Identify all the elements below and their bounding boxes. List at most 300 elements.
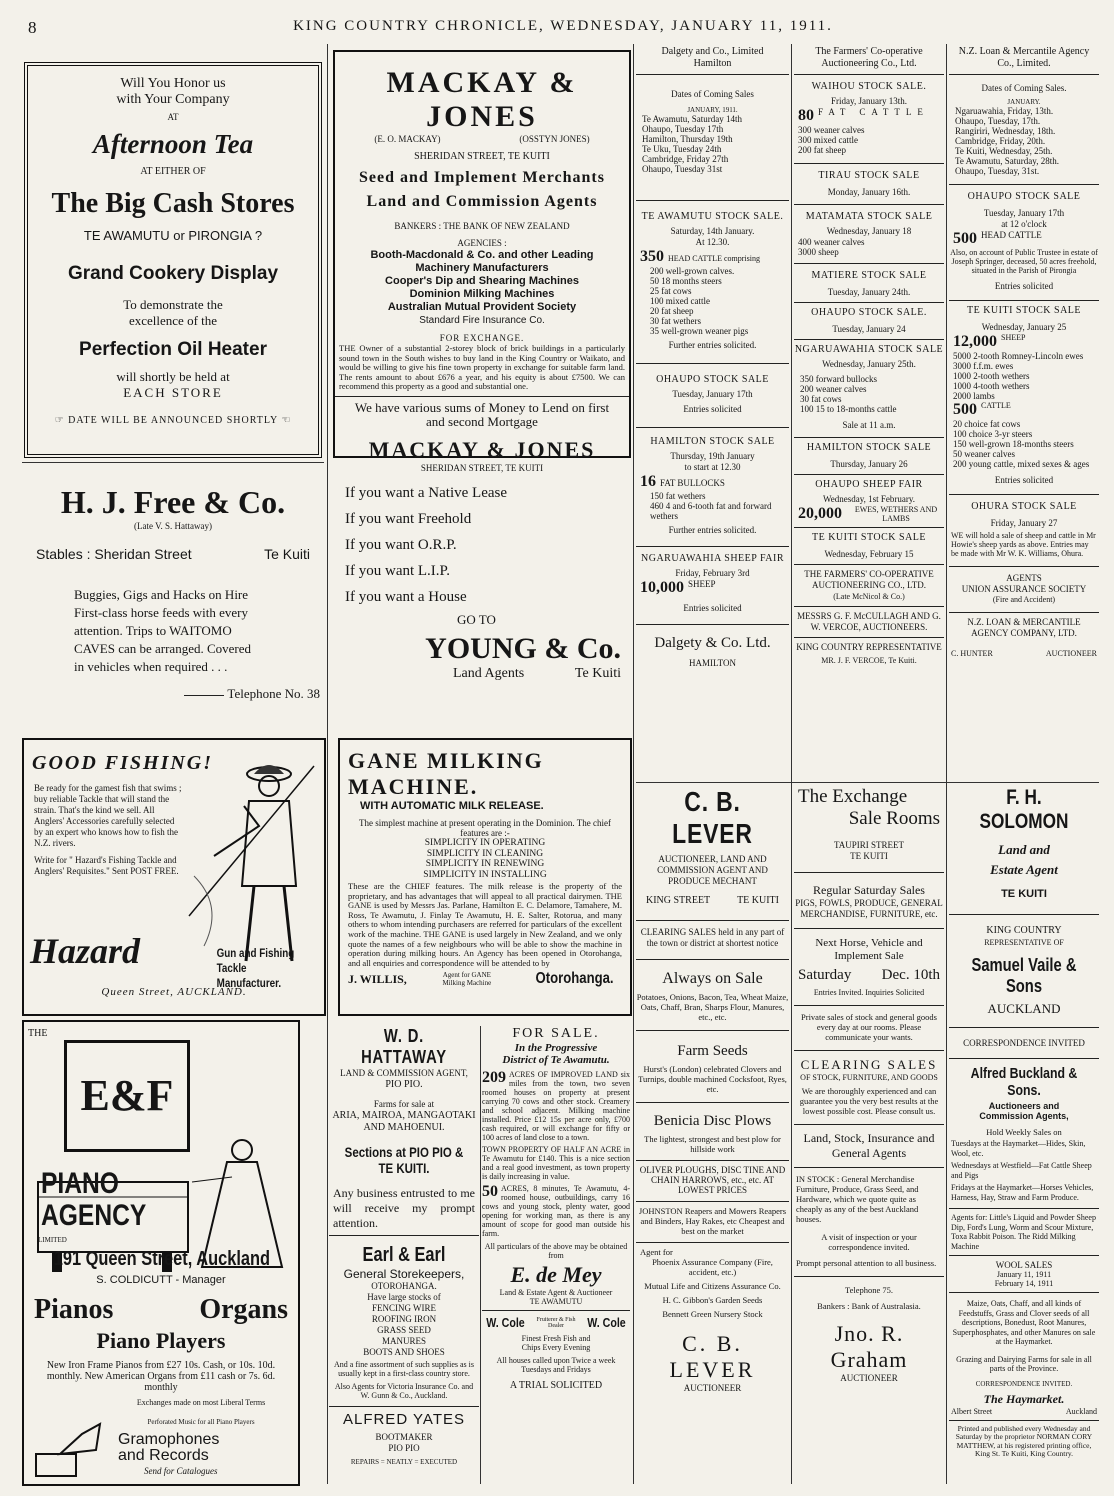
- stock-item: 1000 2-tooth wethers: [953, 371, 1030, 381]
- gane-intro: The simplest machine at present operating in the Dominion. The chief features are :-: [358, 818, 611, 838]
- town: PIO PIO.: [385, 1079, 423, 1090]
- stock-item: 25 fat cows: [650, 286, 692, 296]
- bankers: Bankers : Bank of Australasia.: [817, 1301, 921, 1311]
- exchange-title: The Exchange: [798, 786, 908, 807]
- firm-name: C. B. LEVER: [669, 1331, 756, 1382]
- partner: (E. O. MACKAY): [374, 134, 441, 144]
- column-rule: [946, 44, 947, 1484]
- month: JANUARY, 1911.: [687, 106, 738, 114]
- firm-name: W. D. HATTAWAY: [361, 1026, 447, 1067]
- sale-title: TE KUITI STOCK SALE: [811, 532, 927, 543]
- town: Hamilton: [693, 58, 732, 69]
- sale-note: Further entries solicited.: [668, 340, 757, 350]
- exchange-line: Private sales of stock and general goods every day at our rooms. Please communicate your wants.: [801, 1012, 937, 1042]
- month: JANUARY.: [1007, 98, 1041, 106]
- address: SHERIDAN STREET, TE KUITI: [420, 462, 544, 473]
- piano-title: PIANO: [41, 1167, 119, 1200]
- sale-unit: SHEEP: [1001, 333, 1026, 342]
- sale-date: Friday, January 27: [990, 518, 1058, 528]
- column-rule: [791, 44, 792, 1484]
- stock-item: 2000 lambs: [953, 391, 995, 401]
- cookery-display: Grand Cookery Display: [67, 263, 279, 284]
- tea-line: Will You Honor us: [120, 76, 226, 91]
- earl-name: Earl & Earl: [362, 1244, 446, 1266]
- sale-note: Entries solicited: [683, 404, 742, 414]
- exchange-line: We are thoroughly experienced and can guarantee you the very best results at the lowest possible cost. Please consult us.: [799, 1086, 939, 1116]
- page-number: 8: [28, 18, 37, 37]
- farmers-footer: MESSRS G. F. McCULLAGH AND G. W. VERCOE, AUCTIONEERS.: [797, 611, 941, 632]
- stock-item: 20 fat sheep: [650, 306, 694, 316]
- for-sale-text: ACRES OF IMPROVED LAND six miles from the town, two seven roomed houses on property at present carrying 70 cows and other stock. Creamery and school adjacent. Milking machine installed. Price £12 15s per acre only, £700 cash required, or will exchange for fifty or 100 acres of land close to a town.: [482, 1070, 630, 1142]
- free-line: CAVES can be arranged. Covered: [74, 641, 252, 656]
- town: PIO PIO: [388, 1443, 420, 1453]
- lever-desc: AUCTIONEER, LAND AND COMMISSION AGENT AND PRODUCE MECHANT: [657, 854, 768, 886]
- hazard-logo: Hazard: [30, 931, 141, 971]
- earl-line: FENCING WIRE: [371, 1303, 437, 1313]
- auctioneer: AUCTIONEER: [683, 1383, 742, 1393]
- sale-number: 12,000: [953, 333, 997, 350]
- lever-line: The lightest, strongest and best plow for hillside work: [644, 1134, 781, 1154]
- stock-item: 300 weaner calves: [798, 125, 865, 135]
- hattaway-column: [329, 1026, 479, 1486]
- stock-item: 3000 f.f.m. ewes: [953, 361, 1014, 371]
- stock-item: 200 weaner calves: [800, 384, 867, 394]
- earl-line: Also Agents for Victoria Insurance Co. and W. Gunn & Co., Auckland.: [334, 1382, 474, 1400]
- gane-sub: WITH AUTOMATIC MILK RELEASE.: [360, 800, 544, 812]
- sale-note: Entries solicited: [994, 475, 1054, 485]
- sale-date: Tuesday, January 24th.: [827, 287, 911, 297]
- exchange-line: Entries Invited. Inquiries Solicited: [813, 988, 925, 997]
- town: Auckland: [1065, 1406, 1097, 1416]
- sale-title: OHURA STOCK SALE: [971, 501, 1077, 512]
- for-exchange: FOR EXCHANGE.: [439, 333, 525, 343]
- nzloan-footer: N.Z. LOAN & MERCANTILE AGENCY COMPANY, LTD.: [967, 617, 1081, 638]
- clearing-sales: CLEARING SALES: [800, 1057, 938, 1072]
- town: OTOROHANGA.: [371, 1281, 437, 1291]
- agent-for: Agent for: [640, 1247, 673, 1257]
- hattaway-biz: Any business entrusted to me will receive my prompt attention.: [333, 1186, 475, 1230]
- agent-role: Agent for GANE Milking Machine: [442, 971, 492, 988]
- manager: S. COLDICUTT - Manager: [96, 1274, 226, 1286]
- lever-line: Potatoes, Onions, Bacon, Tea, Wheat Maize, Oats, Chaff, Bran, Sharps Flour, Manures, etc., etc.: [636, 992, 789, 1022]
- earl-line: ROOFING IRON: [371, 1314, 437, 1324]
- agency-item: Standard Fire Insurance Co.: [419, 315, 545, 326]
- sale-note: Sale at 11 a.m.: [842, 420, 896, 430]
- benicia-plows: Benicia Disc Plows: [653, 1113, 772, 1129]
- always-on-sale: Always on Sale: [662, 970, 763, 987]
- solomon-line: CORRESPONDENCE INVITED: [963, 1038, 1085, 1048]
- for-sale-text: ACRES, 8 minutes, Te Awamutu, 4-roomed house, outbuildings, carry 16 cows and young stock, plenty water, good opening for working man, as there is any amount of scope for good man outside his farm.: [482, 1184, 630, 1238]
- dalgety-column: [636, 46, 789, 776]
- sale-date: Thursday, 19th January: [670, 451, 755, 461]
- solomon-line: REPRESENTATIVE OF: [984, 938, 1064, 947]
- sale-date: Tuesday, January 17th: [983, 208, 1065, 218]
- wool-sales: WOOL SALES: [995, 1260, 1053, 1270]
- ef-logo: E&F: [64, 1040, 190, 1152]
- want-line: If you want L.I.P.: [345, 563, 450, 579]
- auctioneer: AUCTIONEER: [840, 1373, 898, 1383]
- stock-item: 30 fat wethers: [650, 316, 701, 326]
- gane-feature: SIMPLICITY IN RENEWING: [425, 859, 545, 869]
- yates-name: ALFRED YATES: [342, 1411, 466, 1428]
- mackay-jones-ad: [333, 50, 631, 473]
- town: AUCKLAND: [987, 1001, 1061, 1016]
- sections: TE KUITI.: [378, 1160, 430, 1176]
- for-sale-text: TOWN PROPERTY OF HALF AN ACRE in Te Awamutu for £140. This is a nice section and a real good investment, as town property is daily increasing in value.: [482, 1145, 630, 1181]
- limited: LIMITED: [38, 1236, 67, 1244]
- catalogues: Send for Catalogues: [144, 1466, 218, 1476]
- agency-item: Machinery Manufacturers: [415, 262, 549, 274]
- column-rule: [327, 44, 328, 1484]
- sale-date-item: Ohaupo, Tuesday, 17th.: [955, 116, 1041, 126]
- sale-number: 20,000: [798, 505, 842, 522]
- firm-name: YOUNG & Co.: [425, 632, 621, 665]
- buckland-agents: Agents for: Little's Liquid and Powder Sheep Dip, Ford's Lung, Worm and Scour Mixture, Toxa Rabbit Poison. The Ridd Milking Machine: [951, 1213, 1096, 1251]
- wool-date: February 14, 1911: [994, 1279, 1054, 1288]
- samuel-vaile: Samuel Vaile & Sons: [971, 955, 1077, 996]
- solomon-line: KING COUNTRY: [986, 925, 1062, 936]
- sale-title: OHAUPO STOCK SALE: [656, 374, 769, 385]
- stock-item: 100 15 to 18-months cattle: [800, 404, 897, 414]
- hazard-desc: Tackle Manufacturer.: [216, 961, 282, 990]
- sale-title: OHAUPO STOCK SALE: [967, 191, 1081, 202]
- solomon-column: [949, 786, 1099, 1486]
- records: and Records: [118, 1447, 209, 1464]
- firm-name: N.Z. Loan & Mercantile Agency: [958, 46, 1090, 57]
- agent-item: (Fire and Accident): [992, 595, 1056, 604]
- piano-title: AGENCY: [41, 1199, 147, 1232]
- town: Otorohanga.: [535, 970, 614, 988]
- fishing-heading: GOOD FISHING!: [32, 752, 214, 774]
- sale-date: Wednesday, January 25th.: [822, 359, 916, 369]
- sale-title: WAIHOU STOCK SALE.: [811, 81, 927, 92]
- acres-number: 209: [482, 1069, 506, 1086]
- stock-item: 150 well-grown 18-months steers: [953, 439, 1074, 449]
- for-sale-text: All particulars of the above may be obtained from: [484, 1242, 628, 1260]
- sale-date-item: Te Uku, Tuesday 24th: [642, 144, 722, 154]
- town: TE AWAMUTU: [529, 1297, 583, 1306]
- want-line: If you want a House: [345, 589, 467, 605]
- stock-item: 30 fat cows: [800, 394, 842, 404]
- gane-milking-ad: [338, 738, 632, 1016]
- stock-item: 100 mixed cattle: [650, 296, 710, 306]
- sale-title: TIRAU STOCK SALE: [818, 170, 920, 181]
- want-line: If you want a Native Lease: [345, 485, 508, 501]
- sale-number: 500: [953, 401, 977, 418]
- farmers-footer: KING COUNTRY REPRESENTATIVE: [796, 642, 942, 652]
- fishing-text: Be ready for the gamest fish that swims ; buy reliable Tackle that will stand the strain. That's the kind we sell. All Anglers' Accessories carefully selected by an expert who knows how to fish the N.Z. rivers.: [34, 783, 182, 848]
- stock-item: 1000 4-tooth wethers: [953, 381, 1030, 391]
- earl-line: GRASS SEED: [377, 1325, 431, 1335]
- sale-title: TE AWAMUTU STOCK SALE.: [641, 211, 784, 222]
- stock-item: 460 4 and 6-tooth fat and forward wethers: [650, 501, 772, 521]
- sale-note: Entries solicited: [994, 281, 1054, 291]
- sale-title: HAMILTON STOCK SALE: [806, 442, 932, 453]
- firm-name: C. B. LEVER: [672, 786, 753, 849]
- sale-number: 350: [640, 248, 664, 265]
- pointer-line: [184, 695, 224, 696]
- stock-item: 3000 sheep: [798, 247, 839, 257]
- organs: Organs: [199, 1294, 288, 1325]
- sale-date: Saturday, 14th January.: [670, 226, 755, 236]
- tea-line: ☞ DATE WILL BE ANNOUNCED SHORTLY ☜: [54, 415, 292, 426]
- sale-number: 16: [640, 473, 656, 490]
- hattaway-line: Farms for sale at: [373, 1099, 435, 1109]
- cole-name: W. Cole: [587, 1315, 626, 1330]
- mackay-line: Land and Commission Agents: [366, 193, 598, 210]
- sale-title: MATAMATA STOCK SALE: [805, 211, 933, 222]
- gramophones: Gramophones: [118, 1431, 220, 1448]
- sale-number: 80: [798, 107, 814, 124]
- town: Te Kuiti: [574, 666, 621, 681]
- sale-note: Further entries solicited.: [668, 525, 757, 535]
- tea-line: excellence of the: [128, 313, 218, 328]
- farm-seeds: Farm Seeds: [677, 1043, 748, 1059]
- mackay-line: Seed and Implement Merchants: [359, 169, 605, 186]
- buckland-line: CORRESPONDENCE INVITED.: [975, 1379, 1073, 1388]
- gane-body: These are the CHIEF features. The milk release is the property of the proprietary, and has advantages that will appeal to all practical dairymen. THE GANE is used by Messrs Jas. Parlane, Hamilton E. C. Delamore, Tamahere, M. Ross, Te Awamutu, J. Finlay Te Awamutu, H. E. Salter, Rotorua, and many others to whom intending purchasers are referred for particulars of the excellent work of the machine. THE GANE is used largely in New Zealand, and we only quote the names of a few neighbours who will be able to show the machine in operation during milking hours. An Agency has been opened in Otorohanga, and all enquiries and correspondence will be attended to by: [348, 881, 622, 968]
- sale-text: Also, on account of Public Trustee in estate of Joseph Springer, deceased, 50 acres freehold, situated in the Parish of Pirongia: [950, 248, 1098, 275]
- cb-lever-column: [636, 786, 789, 1486]
- sale-number: 500: [953, 230, 977, 247]
- address: 191 Queen Street, Auckland: [53, 1248, 271, 1270]
- town: Te Kuiti: [264, 546, 310, 562]
- agent-name: J. WILLIS,: [348, 971, 407, 986]
- angler-illustration: [184, 746, 324, 976]
- firm-name: Dalgety & Co. Ltd.: [654, 635, 771, 651]
- stock-item: 150 fat wethers: [650, 491, 706, 501]
- hattaway-sub: LAND & COMMISSION AGENT,: [340, 1068, 468, 1078]
- late-note: (Late V. S. Hattaway): [134, 521, 212, 531]
- for-sale-column: [482, 1026, 630, 1486]
- lever-agency: Mutual Life and Citizens Assurance Co.: [644, 1281, 781, 1291]
- sale-time: At 12.30.: [695, 237, 730, 247]
- free-line: First-class horse feeds with every: [74, 605, 249, 620]
- lever-line: OLIVER PLOUGHS, DISC TINE AND CHAIN HARROWS, etc., etc. AT LOWEST PRICES: [639, 1165, 786, 1195]
- firm-name: The Farmers' Co-operative: [815, 46, 923, 57]
- sale-date: Wednesday, 1st February.: [822, 494, 916, 504]
- buckland-line: Commission Agents,: [979, 1111, 1069, 1121]
- page-title: KING COUNTRY CHRONICLE, WEDNESDAY, JANUARY 11, 1911.: [293, 18, 833, 34]
- sale-date: Wednesday, January 18: [826, 226, 912, 236]
- want-line: If you want Freehold: [345, 511, 472, 527]
- sections: Sections at PIO PIO &: [344, 1144, 464, 1160]
- sale-text: WE will hold a sale of sheep and cattle in Mr Howie's sheep yards as above. Entries may be made with Mr W. K. Williams, Ohura.: [951, 531, 1096, 558]
- free-line: Buggies, Gigs and Hacks on Hire: [74, 587, 249, 602]
- stock-item: 200 fat sheep: [798, 145, 846, 155]
- sale-date-item: Te Kuiti, Wednesday, 25th.: [955, 146, 1053, 156]
- wool-date: January 11, 1911: [996, 1270, 1052, 1279]
- money-to-lend: We have various sums of Money to Lend on first and second Mortgage: [354, 399, 610, 429]
- town: TE KUITI: [850, 851, 888, 861]
- sale-date: Thursday, January 26: [830, 459, 908, 469]
- yates-repairs: REPAIRS = NEATLY = EXECUTED: [350, 1458, 458, 1466]
- stock-item: 300 mixed cattle: [798, 135, 858, 145]
- sale-date-item: Ohaupo, Tuesday, 31st.: [955, 166, 1040, 176]
- gane-heading: GANE MILKING MACHINE.: [348, 748, 544, 799]
- buckland-line: Maize, Oats, Chaff, and all kinds of Feedstuffs, Grass and Clover seeds of all descriptions, Bonedust, Root Manures, Superphosphates, and other Manures on sale at the Haymarket.: [952, 1299, 1096, 1346]
- farmers-footer: THE FARMERS' CO-OPERATIVE AUCTIONEERING CO., LTD.: [804, 569, 934, 590]
- sale-date-item: Ohaupo, Tuesday 31st: [642, 164, 723, 174]
- buckland-sale: Wednesdays at Westfield—Fat Cattle Sheep and Pigs: [951, 1161, 1092, 1180]
- piano-music: Perforated Music for all Piano Players: [147, 1418, 255, 1426]
- sale-date: Monday, January 16th.: [827, 187, 911, 197]
- cole-line: Chips Every Evening: [521, 1343, 591, 1352]
- earl-sub: General Storekeepers,: [343, 1267, 465, 1281]
- sale-note: Entries solicited: [683, 603, 742, 613]
- street: Albert Street: [951, 1406, 993, 1416]
- agent-item: UNION ASSURANCE SOCIETY: [961, 584, 1087, 594]
- farmers-footer: MR. J. F. VERCOE, Te Kuiti.: [821, 656, 917, 665]
- stock-item: 50 18 months steers: [650, 276, 722, 286]
- stock-item: 35 well-grown weaner pigs: [650, 326, 749, 336]
- sale-day: Saturday: [798, 967, 852, 983]
- fishing-text: Write for " Hazard's Fishing Tackle and Anglers' Requisites." Sent POST FREE.: [34, 855, 179, 876]
- next-sale: Next Horse, Vehicle and Implement Sale: [815, 937, 923, 962]
- buckland-line: Auctioneers and: [988, 1101, 1060, 1111]
- exchange-line: Prompt personal attention to all business.: [796, 1258, 937, 1268]
- sale-date: Dec. 10th: [881, 967, 940, 983]
- free-line: in vehicles when required . . .: [74, 659, 228, 674]
- tea-heading: Afternoon Tea: [92, 129, 254, 159]
- telephone: Telephone No. 38: [227, 686, 320, 701]
- cole-line: All houses called upon Twice a week Tuesdays and Fridays: [496, 1356, 616, 1374]
- sale-time: to start at 12.30: [684, 462, 741, 472]
- exchange-line: OF STOCK, FURNITURE, AND GOODS: [800, 1073, 938, 1082]
- land-agents: Land, Stock, Insurance and General Agents: [803, 1131, 935, 1160]
- stock-item: 20 choice fat cows: [953, 419, 1021, 429]
- regular-sales: Regular Saturday Sales: [813, 883, 925, 897]
- stables: Stables : Sheridan Street: [36, 546, 192, 562]
- tea-line: with Your Company: [116, 92, 230, 107]
- bankers: BANKERS : THE BANK OF NEW ZEALAND: [394, 221, 570, 231]
- town: HAMILTON: [688, 658, 736, 668]
- go-to: GO TO: [457, 612, 496, 627]
- sale-unit: HEAD CATTLE: [981, 230, 1042, 240]
- imprint: Printed and published every Wednesday and Saturday by the proprietor NORMAN CORY MATTHEW, at his registered printing office, King St. Te Kuiti, King Country.: [955, 1423, 1093, 1458]
- haymarket: The Haymarket.: [983, 1391, 1065, 1406]
- agency-item: Australian Mutual Provident Society: [387, 301, 577, 313]
- hj-free-ad: [22, 470, 324, 732]
- street: KING STREET: [646, 895, 711, 906]
- tea-line: TE AWAMUTU or PIRONGIA ?: [83, 228, 263, 243]
- town: TE KUITI: [1001, 888, 1047, 900]
- afternoon-tea-ad: [24, 62, 322, 458]
- gramophone-icon: [32, 1420, 104, 1480]
- dates-heading: Dates of Coming Sales.: [981, 83, 1067, 93]
- sale-unit: CATTLE: [981, 401, 1011, 410]
- firm-name: MACKAY & JONES: [368, 436, 596, 462]
- firm-name: Jno. R. Graham: [830, 1321, 908, 1372]
- masthead: [22, 18, 1104, 40]
- sale-date: Tuesday, January 17th: [672, 389, 753, 399]
- partner: (OSSTYN JONES): [519, 134, 590, 144]
- exchange-text: THE Owner of a substantial 2-storey block of brick buildings in a particularly sound town in the South wishes to buy land in the King Country or Waikato, and would be willing to give his fine town property in exchange for suitable farm land. The rents amount to about £676 a year, and his equity is about £7500. We can recommend this property as a good and substantial one.: [339, 343, 625, 391]
- sale-title: MATIERE STOCK SALE: [811, 270, 927, 281]
- dates-heading: Dates of Coming Sales: [671, 89, 754, 99]
- farmers-column: [794, 46, 944, 736]
- agency-item: Dominion Milking Machines: [409, 288, 555, 300]
- sale-date-item: Te Awamutu, Saturday, 28th.: [955, 156, 1059, 166]
- for-sale-sub: In the Progressive: [514, 1042, 598, 1054]
- stock-item: 5000 2-tooth Romney-Lincoln ewes: [953, 351, 1084, 361]
- agencies-heading: AGENCIES :: [457, 238, 507, 248]
- solomon-line: Estate Agent: [990, 862, 1058, 877]
- sale-date: Wednesday, February 15: [824, 549, 914, 559]
- firm-name: Co., Limited.: [997, 58, 1051, 69]
- earl-line: Have large stocks of: [367, 1292, 441, 1302]
- cole-line: Finest Fresh Fish and: [521, 1334, 591, 1343]
- for-sale-heading: FOR SALE.: [512, 1026, 600, 1041]
- firm-name: H. J. Free & Co.: [60, 484, 286, 520]
- exchange-column: [794, 786, 944, 1486]
- piano-prices: New Iron Frame Pianos from £27 10s. Cash, or 10s. 10d. monthly. New American Organs from £11 cash or 7s. 6d. monthly: [46, 1360, 276, 1393]
- gane-feature: SIMPLICITY IN CLEANING: [426, 848, 544, 859]
- sale-time: at 12 o'clock: [1001, 219, 1047, 229]
- piano-agency-ad: [22, 1020, 300, 1486]
- sale-date-item: Cambridge, Friday 27th: [642, 154, 729, 164]
- sale-date-item: Cambridge, Friday, 20th.: [955, 136, 1046, 146]
- sale-date: Tuesday, January 24: [832, 324, 906, 334]
- buckland-name: Alfred Buckland & Sons.: [970, 1065, 1078, 1099]
- nz-loan-column: [949, 46, 1099, 736]
- buckland-line: Grazing and Dairying Farms for sale in all parts of the Province.: [956, 1354, 1092, 1373]
- sale-number: 10,000: [640, 579, 684, 596]
- de-mey-sub: Land & Estate Agent & Auctioneer: [499, 1288, 613, 1297]
- tea-line: To demonstrate the: [123, 297, 223, 312]
- tea-line: will shortly be held at: [116, 369, 230, 384]
- stock-item: 350 forward bullocks: [800, 374, 877, 384]
- lever-agency: H. C. Gibbon's Garden Seeds: [662, 1295, 763, 1305]
- firm-name: F. H. SOLOMON: [979, 786, 1069, 833]
- free-line: attention. Trips to WAITOMO: [74, 623, 232, 638]
- exchange-line: IN STOCK : General Merchandise Furniture, Produce, Grass Seed, and Hardware, which we quote quite as cheaply as any of the best Auckland houses.: [796, 1174, 919, 1224]
- earl-line: And a fine assortment of such supplies as is usually kept in a first-class country store.: [334, 1360, 474, 1378]
- lever-agency: Bennett Green Nursery Stock: [662, 1309, 763, 1319]
- buckland-line: Hold Weekly Sales on: [986, 1127, 1062, 1137]
- buckland-sale: Fridays at the Haymarket—Horses Vehicles, Harness, Hay, Straw and Farm Produce.: [951, 1183, 1094, 1202]
- exchange-line: PIGS, FOWLS, PRODUCE, GENERAL MERCHANDISE, FURNITURE, etc.: [795, 898, 943, 919]
- street: TAUPIRI STREET: [833, 840, 905, 850]
- sale-title: TE KUITI STOCK SALE: [966, 305, 1082, 316]
- sale-unit: EWES, WETHERS AND LAMBS: [854, 505, 938, 523]
- lever-line: JOHNSTON Reapers and Mowers Reapers and Binders, Hay Rakes, etc Cheapest and best on the market: [638, 1206, 787, 1236]
- land-agents: Land Agents: [453, 666, 525, 681]
- cole-line: A TRIAL SOLICITED: [509, 1380, 603, 1391]
- hazard-desc: Gun and Fishing: [216, 946, 295, 960]
- cole-role: Fruiterer & Fish Dealer: [536, 1316, 576, 1329]
- earl-line: MANURES: [381, 1336, 426, 1346]
- sale-date-item: Hamilton, Thursday 19th: [642, 134, 733, 144]
- stock-item: 400 weaner calves: [798, 237, 865, 247]
- buckland-sale: Tuesdays at the Haymarket—Hides, Skin, Wool, etc.: [951, 1139, 1086, 1158]
- sale-title: OHAUPO STOCK SALE.: [811, 307, 927, 318]
- sale-date-item: Rangiriri, Wednesday, 18th.: [955, 126, 1056, 136]
- sale-title: OHAUPO SHEEP FAIR: [815, 479, 923, 490]
- sale-title: NGARUAWAHIA SHEEP FAIR: [641, 553, 784, 564]
- big-cash-stores: The Big Cash Stores: [51, 188, 295, 219]
- cole-name: W. Cole: [486, 1315, 525, 1330]
- exchange-title: Sale Rooms: [848, 808, 940, 829]
- stock-item: 200 well-grown calves.: [650, 266, 735, 276]
- agency-item: Booth-Macdonald & Co. and other Leading: [370, 249, 594, 261]
- stock-item: 200 young cattle, mixed sexes & ages: [953, 459, 1090, 469]
- oil-heater: Perfection Oil Heater: [79, 339, 267, 360]
- piano-terms: Exchanges made on most Liberal Terms: [136, 1398, 266, 1407]
- tea-line: AT EITHER OF: [140, 166, 206, 177]
- piano-players: Piano Players: [96, 1328, 226, 1353]
- for-sale-sub: District of Te Awamutu.: [502, 1054, 610, 1066]
